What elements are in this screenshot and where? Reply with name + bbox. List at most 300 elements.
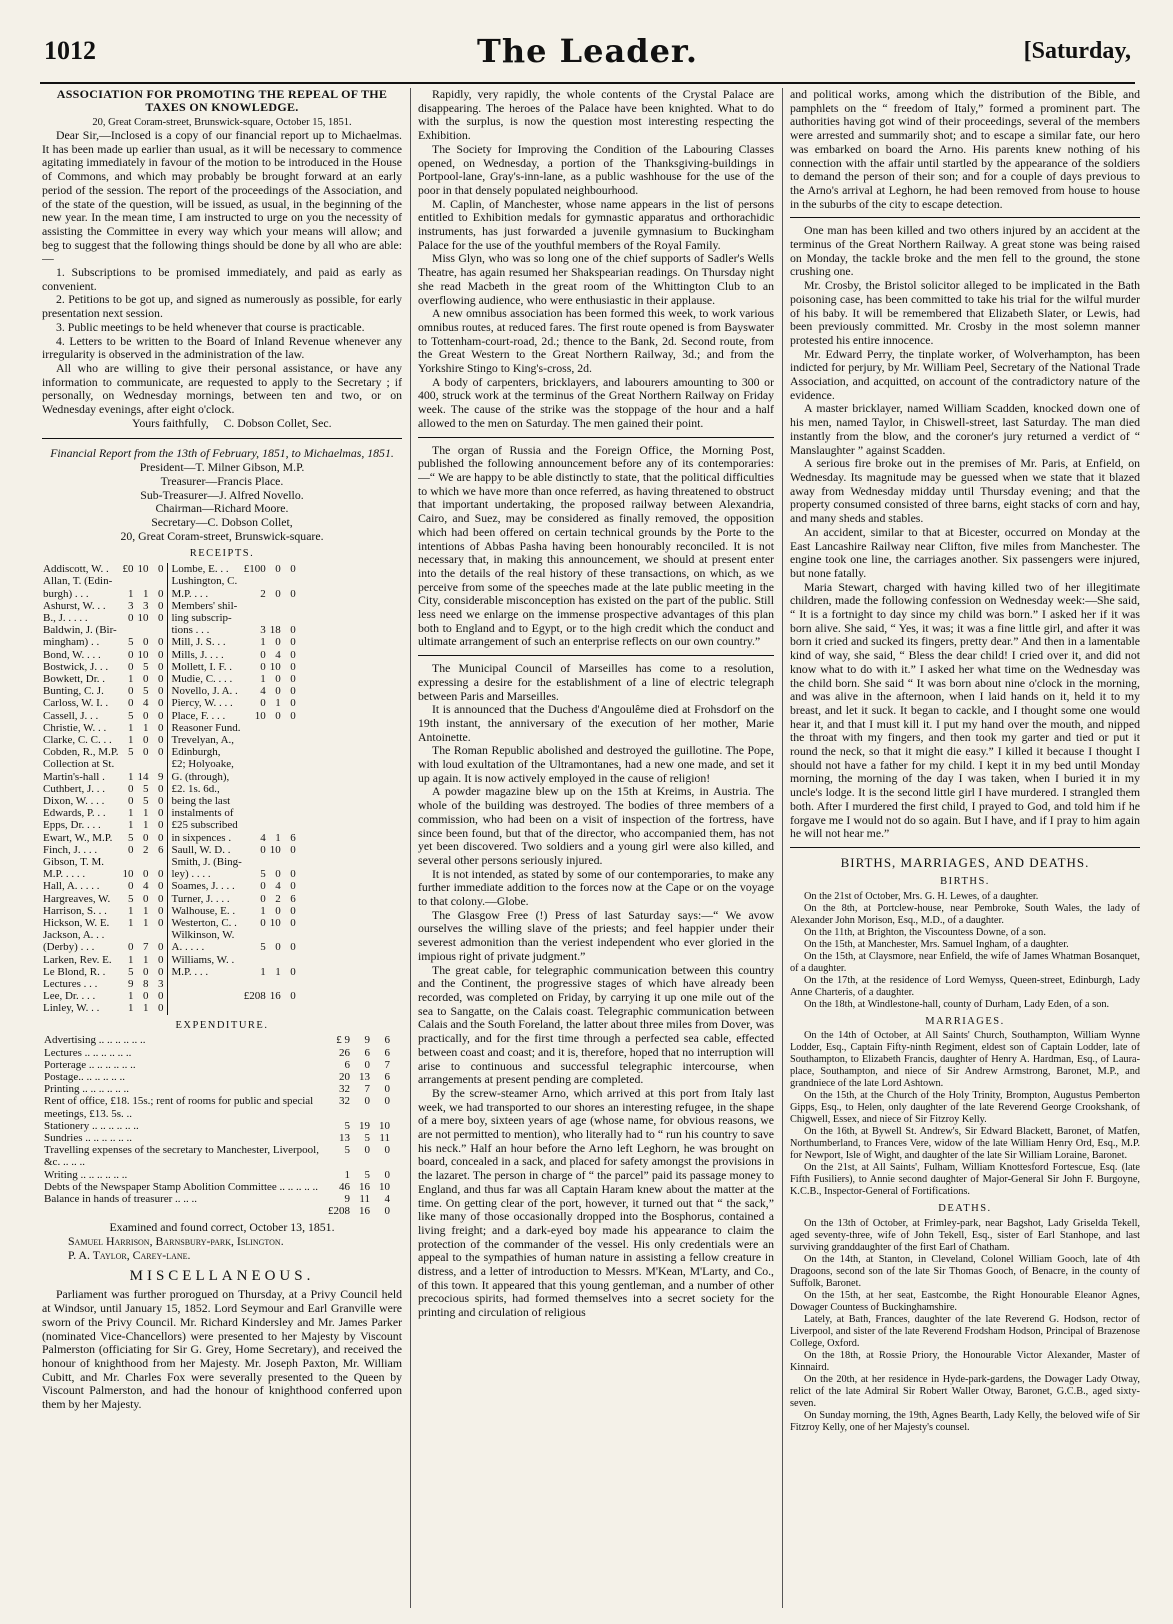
- news-paragraph: Mr. Crosby, the Bristol solicitor alleged to be implicated in the Bath poisoning case, has been committed to take his trial for the wilful murder of his baby. It will be remembered that Elizabeth Slater, or Lewis, had been previously committed. Mr. Crosby in the most solemn manner protested his entire innocence.: [790, 278, 1140, 347]
- marriage-notice: On the 15th, at the Church of the Holy Trinity, Brompton, Augustus Pemberton Gipps, Esq., to Helen, only daughter of the late Reverend George Crookshank, of Chigwell, Essex, and niece of Sir Fitzroy Kelly.: [790, 1090, 1140, 1126]
- officers-list: [42, 461, 402, 543]
- column-3: [790, 88, 1140, 1608]
- receipt-amount: 0: [260, 892, 266, 905]
- receipt-amount: [243, 600, 267, 612]
- receipt-amount: 0: [143, 868, 149, 881]
- receipt-amount: 0: [143, 733, 149, 746]
- receipt-amount: 1: [260, 636, 266, 649]
- receipt-amount: 0: [260, 916, 266, 929]
- receipt-name: Jackson, A. . .: [43, 929, 105, 942]
- receipt-amount: [282, 600, 297, 612]
- column-divider: [782, 88, 783, 1608]
- officer: Sub-Treasurer—J. Alfred Novello.: [140, 487, 304, 502]
- receipt-amount: [243, 856, 267, 868]
- receipt-row: [42, 917, 297, 929]
- receipt-name: Hickson, W. E.: [43, 916, 110, 929]
- news-block-b: [418, 444, 774, 650]
- expenditure-amount: 32: [339, 1083, 350, 1096]
- receipt-amount: 1: [275, 965, 281, 978]
- letter-paragraph: 1. Subscriptions to be promised immediately, and paid as early as convenient.: [42, 265, 402, 293]
- receipt-amount: [135, 929, 150, 941]
- receipt-amount: [282, 795, 297, 807]
- receipt-amount: 0: [150, 588, 168, 600]
- receipt-amount: [243, 783, 267, 795]
- receipt-amount: [243, 954, 267, 966]
- receipt-amount: 16: [269, 990, 281, 1003]
- expenditure-row: [42, 1071, 392, 1083]
- receipt-amount: 0: [128, 660, 134, 673]
- news-paragraph: Rapidly, very rapidly, the whole contents of the Crystal Palace are disappearing. The heroes of the Palace have been knighted. What to do with the surplus, is now the question most interesting respecting the Exhibition.: [418, 88, 774, 143]
- receipt-amount: 1: [128, 770, 134, 783]
- receipt-row: [42, 600, 297, 612]
- receipt-amount: 3: [143, 599, 149, 612]
- news-paragraph: Miss Glyn, who was so long one of the chief supports of Sadler's Wells Theatre, has again resumed her Shakspearian readings. On Thursday night she read Macbeth in the great room of the Whittington Club to an overflowing audience, who were enthusiastic in their applause.: [418, 251, 774, 307]
- birth-notice: On the 11th, at Brighton, the Viscountess Downe, of a son.: [804, 926, 1046, 938]
- receipt-amount: [243, 807, 267, 819]
- receipt-name: Place, F. . . .: [171, 709, 226, 722]
- news-paragraph: The Society for Improving the Condition of the Labouring Classes opened, on Wednesday, a portion of the Thanksgiving-buildings in Portpool-lane, Gray's-inn-lane, as a public washhouse for the use of the poor in that densely populated neighbourhood.: [418, 141, 774, 197]
- receipt-amount: 1: [128, 904, 134, 917]
- receipt-amount: 3: [128, 599, 134, 612]
- receipt-amount: 0: [150, 990, 168, 1002]
- receipt-amount: [243, 929, 267, 941]
- receipt-amount: [282, 819, 297, 831]
- receipt-row: [42, 563, 297, 575]
- receipt-row: [42, 966, 297, 978]
- receipt-amount: [150, 856, 168, 868]
- receipt-amount: 0: [143, 636, 149, 649]
- receipt-amount: [267, 795, 282, 807]
- receipt-amount: 1: [128, 672, 134, 685]
- expenditure-amount: 6: [344, 1058, 350, 1071]
- receipt-amount: 0: [128, 697, 134, 710]
- expenditure-item: Advertising .. .. .. .. .. ..: [44, 1034, 146, 1047]
- section-rule: [790, 217, 1140, 218]
- receipt-amount: £208: [243, 990, 266, 1003]
- receipt-amount: 0: [150, 819, 168, 831]
- receipt-amount: [282, 978, 297, 990]
- receipt-amount: [282, 746, 297, 758]
- births-label: BIRTHS.: [940, 875, 990, 887]
- receipt-amount: 0: [290, 904, 296, 917]
- marriage-notice: On the 21st, at All Saints', Fulham, William Knottesford Fortescue, Esq. (late Fifth Fusiliers), to Annie second daughter of Major-General Sir John F. Burgoyne, K.C.B., Inspector-General of Fortifications.: [790, 1162, 1140, 1198]
- receipt-amount: 0: [143, 990, 149, 1003]
- receipt-name: Lombe, E. . .: [171, 563, 229, 576]
- association-letter: [42, 129, 402, 417]
- expenditure-amount: 0: [384, 1168, 390, 1181]
- receipt-amount: 10: [137, 611, 149, 624]
- receipt-amount: [135, 575, 150, 587]
- receipt-amount: 0: [290, 563, 296, 576]
- receipt-amount: 5: [128, 831, 134, 844]
- receipt-row: [42, 941, 297, 953]
- receipt-row: [42, 807, 297, 819]
- receipt-amount: 5: [143, 794, 149, 807]
- receipt-row: [42, 734, 297, 746]
- receipt-amount: 0: [150, 600, 168, 612]
- receipt-row: [42, 954, 297, 966]
- receipt-amount: 1: [143, 587, 149, 600]
- receipt-amount: 0: [290, 636, 296, 649]
- receipt-amount: 0: [290, 709, 296, 722]
- receipt-amount: 0: [150, 563, 168, 575]
- receipt-amount: 0: [128, 880, 134, 893]
- expenditure-item: Writing .. .. .. .. .. ..: [44, 1168, 128, 1181]
- expenditure-amount: 16: [359, 1180, 370, 1193]
- receipt-amount: 1: [128, 990, 134, 1003]
- news-paragraph: M. Caplin, of Manchester, whose name appears in the list of persons entitled to Exhibition medals for gymnastic apparatus and orthorachidic instruments, has just forwarded a juvenile gymnasium to Buckingham Palace for the use of the youthful members of the Royal Family.: [418, 196, 774, 252]
- receipt-amount: 9: [128, 978, 134, 990]
- receipt-name: Lectures . . .: [43, 978, 98, 990]
- receipt-amount: 0: [128, 794, 134, 807]
- news-paragraph: It is announced that the Duchess d'Angoulême died at Frohsdorf on the 19th instant, the anniversary of the execution of her mother, Marie Antoinette.: [418, 702, 774, 744]
- newspaper-title: The Leader.: [477, 32, 698, 70]
- miscellaneous-heading: MISCELLANEOUS.: [129, 1268, 315, 1285]
- receipt-name: Cassell, J. . .: [43, 709, 99, 722]
- receipt-row: [42, 929, 297, 941]
- letter-paragraph: All who are willing to give their personal assistance, or have any information to communicate, are requested to apply to the Secretary ; if personally, on Wednesday mornings, between ten and two, or on Wednesday evenings, after eight o'clock.: [42, 360, 402, 417]
- receipt-name: Smith, J. (Bing-: [171, 855, 242, 868]
- receipt-amount: [282, 954, 297, 966]
- receipt-amount: 0: [150, 636, 168, 648]
- receipt-amount: 6: [290, 892, 296, 905]
- receipt-name: ley) . . . .: [171, 868, 211, 881]
- receipt-name: £2; Holyoake,: [171, 758, 234, 771]
- receipt-amount: 8: [143, 978, 149, 990]
- receipt-amount: 0: [275, 685, 281, 698]
- expenditure-row: [42, 1047, 392, 1059]
- receipt-amount: [282, 612, 297, 624]
- expenditure-amount: 6: [384, 1034, 390, 1047]
- receipt-amount: [267, 771, 282, 783]
- expenditure-row: [42, 1193, 392, 1205]
- expenditure-item: [42, 1205, 326, 1217]
- expenditure-amount: 6: [384, 1046, 390, 1059]
- receipt-amount: 0: [150, 734, 168, 746]
- receipt-row: [42, 990, 297, 1002]
- receipt-amount: 1: [260, 965, 266, 978]
- receipt-name: Soames, J. . . .: [171, 880, 235, 893]
- receipt-amount: 10: [269, 660, 281, 673]
- receipt-row: [42, 636, 297, 648]
- expenditure-amount: 16: [359, 1205, 370, 1218]
- receipt-amount: [267, 807, 282, 819]
- news-paragraph: Mr. Edward Perry, the tinplate worker, of Wolverhampton, has been indicted for perjury, by Mr. William Peel, Secretary of the National Trade Association, and acquitted, on account of the contradictory nature of the evidence.: [790, 346, 1140, 402]
- receipt-amount: [282, 575, 297, 587]
- expenditure-amount: 6: [364, 1046, 370, 1059]
- receipt-amount: 0: [143, 709, 149, 722]
- receipt-amount: 0: [143, 892, 149, 905]
- expenditure-amount: 0: [384, 1144, 390, 1157]
- receipt-amount: 5: [260, 941, 266, 954]
- news-block-b: [790, 224, 1140, 841]
- expenditure-amount: 10: [379, 1119, 390, 1132]
- receipt-amount: 1: [128, 721, 134, 734]
- receipt-amount: 2: [275, 892, 281, 905]
- expenditure-row: [42, 1083, 392, 1095]
- marriage-notice: On the 16th, at Bywell St. Andrew's, Sir Edward Blackett, Baronet, of Matfen, Northumberland, to Frances Vere, widow of the late William Henry Ord, Esq., M.P. for Newport, Isle of Wight, and daughter of the late Sir William Loraine, Baronet.: [790, 1126, 1140, 1162]
- death-notice: On the 18th, at Rossie Priory, the Honourable Victor Alexander, Master of Kinnaird.: [790, 1350, 1140, 1374]
- financial-report-title: Financial Report from the 13th of February, 1851, to Michaelmas, 1851.: [50, 446, 394, 461]
- receipt-row: [42, 673, 297, 685]
- receipt-name: instalments of: [171, 807, 234, 820]
- expenditure-item: Stationery .. .. .. .. .. ..: [44, 1119, 139, 1132]
- receipt-amount: 0: [275, 672, 281, 685]
- birth-notice: On the 15th, at Manchester, Mrs. Samuel Ingham, of a daughter.: [804, 938, 1069, 950]
- receipt-row: [42, 758, 297, 770]
- section-rule: [790, 847, 1140, 848]
- receipt-amount: [243, 795, 267, 807]
- letter-paragraph: 2. Petitions to be got up, and signed as numerously as possible, for early presentation next session.: [42, 292, 402, 321]
- receipt-amount: 0: [290, 587, 296, 600]
- section-rule: [418, 655, 774, 656]
- expenditure-item: Lectures .. .. .. .. .. ..: [44, 1046, 132, 1059]
- receipt-name: Baldwin, J. (Bir-: [43, 624, 117, 637]
- death-notice: Lately, at Bath, Frances, daughter of the late Reverend G. Hodson, rector of Liverpool, and sister of the late Reverend Frodsham Hodson, Principal of Brazenose College, Oxford.: [790, 1314, 1140, 1350]
- receipt-name: tions . . .: [171, 624, 210, 637]
- receipt-amount: 10: [254, 709, 266, 722]
- auditor: Samuel Harrison, Barnsbury-park, Islington.: [68, 1234, 284, 1249]
- receipt-name: Ashurst, W. . .: [43, 599, 106, 612]
- receipt-row: [42, 893, 297, 905]
- receipt-amount: 0: [290, 624, 296, 637]
- receipt-amount: 1: [143, 807, 149, 820]
- receipt-amount: [120, 929, 135, 941]
- section-rule: [42, 438, 402, 439]
- signature: C. Dobson Collet, Sec.: [223, 415, 332, 430]
- receipt-row: [42, 722, 297, 734]
- receipt-amount: 5: [260, 868, 266, 881]
- receipt-name: being the last: [171, 794, 231, 807]
- column-2: [418, 88, 774, 1608]
- news-paragraph: The organ of Russia and the Foreign Office, the Morning Post, published the following announcement before any of its contemporaries:—“ We are happy to be able distinctly to state, that the political difficulties to which we have more than once referred, as having threatened to obstruct that important undertaking, the proposed railway between Alexandria, Cairo, and Suez, may be considered as finally removed, the opposition which had been offered on certain technical grounds by the Porte to the intentions of Abbas Pasha having been honourably reconciled. It is not necessary that, in making this announcement, we should at present enter into the details of the real history of these transactions, on which, as we perceive from some of the speeches made at the late public meeting in the City, considerable misconception has existed on the part of the public. Still less need we enlarge on the immense prospective advantages of this plan both to England and to Egypt, or to the high credit which the conduct and ultimate arrangement of such an enterprise reflects on our own country.”: [418, 442, 774, 649]
- receipt-amount: 0: [150, 905, 168, 917]
- receipt-amount: [120, 856, 135, 868]
- receipt-amount: 2: [143, 843, 149, 856]
- receipt-amount: 9: [150, 771, 168, 783]
- death-notice: On the 15th, at her seat, Eastcombe, the Right Honourable Eleanor Agnes, Dowager Countess of Buckinghamshire.: [790, 1290, 1140, 1314]
- receipt-name: Epps, Dr. . . .: [43, 819, 101, 832]
- expenditure-row: [42, 1144, 392, 1168]
- bmd-heading: BIRTHS, MARRIAGES, AND DEATHS.: [840, 854, 1090, 870]
- receipt-amount: 0: [150, 612, 168, 624]
- expenditure-row: [42, 1132, 392, 1144]
- receipt-amount: [267, 954, 282, 966]
- receipt-amount: 0: [275, 563, 281, 576]
- receipt-row: [42, 588, 297, 600]
- letter-closing: [42, 417, 402, 431]
- receipt-amount: 3: [150, 978, 168, 990]
- news-paragraph: It is not intended, as stated by some of our contemporaries, to make any further immediate addition to the forces now at the Cape or on the voyage to that colony.—Globe.: [418, 866, 774, 909]
- receipt-name: Carloss, W. I. .: [43, 697, 109, 710]
- receipt-row: [42, 771, 297, 783]
- receipt-name: Finch, J. . . .: [43, 843, 98, 856]
- receipt-amount: £0: [122, 563, 134, 576]
- receipt-amount: [243, 612, 267, 624]
- column-divider: [410, 88, 411, 1608]
- page-number: 1012: [44, 36, 96, 65]
- expenditure-amount: 11: [379, 1131, 390, 1144]
- expenditure-amount: 0: [364, 1144, 370, 1157]
- receipt-amount: 0: [290, 916, 296, 929]
- receipt-amount: 0: [150, 697, 168, 709]
- birth-notice: On the 15th, at Claysmore, near Enfield, the wife of James Whatman Bosanquet, of a daughter.: [790, 950, 1140, 974]
- death-notice: On the 13th of October, at Frimley-park, near Bagshot, Lady Griselda Tekell, aged seventy-three, wife of John Tekell, Esq., sister of Earl Stanhope, and last surviving granddaughter of the first Earl of Chatham.: [790, 1218, 1140, 1254]
- receipt-amount: 5: [143, 782, 149, 795]
- expenditure-amount: 26: [339, 1046, 350, 1059]
- receipt-name: £25 subscribed: [171, 819, 238, 832]
- expenditure-amount: 0: [384, 1083, 390, 1096]
- officer: President—T. Milner Gibson, M.P.: [139, 460, 305, 475]
- receipt-row: [42, 661, 297, 673]
- expenditure-amount: 7: [384, 1058, 390, 1071]
- receipt-name: Ewart, W., M.P.: [43, 831, 113, 844]
- receipt-name: Williams, W. .: [171, 953, 235, 966]
- receipt-amount: 1: [260, 904, 266, 917]
- receipt-amount: [150, 575, 168, 587]
- expenditure-amount: 9: [364, 1034, 370, 1047]
- receipt-amount: 0: [150, 893, 168, 905]
- miscellaneous-paragraph: Parliament was further prorogued on Thursday, at a Privy Council held at Windsor, until January 15, 1852. Lord Seymour and Earl Granville were sworn of the Privy Council. Mr. Richard Kindersley and Mr. James Parker (nominated Vice-Chancellors) were presented to her Majesty by Viscount Palmerston (officiating for Sir G. Grey, Home Secretary), and received the honour of knighthood from her Majesty. Mr. Joseph Paxton, Mr. William Cubitt, and Mr. Charles Fox were severally presented to the Queen by Viscount Palmerston, and had the honour of knighthood conferred upon them by her Majesty.: [42, 1287, 402, 1412]
- receipt-amount: 1: [143, 819, 149, 832]
- receipt-name: £2. 1s. 6d.,: [171, 782, 220, 795]
- bmd-section: [790, 875, 1140, 1434]
- receipt-amount: 0: [150, 795, 168, 807]
- receipt-amount: 0: [290, 685, 296, 698]
- expenditure-amount: 0: [384, 1095, 390, 1108]
- receipt-amount: [267, 612, 282, 624]
- receipt-name: Reasoner Fund.: [171, 721, 241, 734]
- masthead: [40, 32, 1135, 76]
- receipt-amount: 5: [143, 660, 149, 673]
- news-paragraph: The Glasgow Free (!) Press of last Saturday says:—“ We avow ourselves the willing slave of the priests; and feel happier under their severest admonition than the veriest independent who ever gloried in the impious right of private judgment.”: [418, 907, 774, 963]
- officer: Secretary—C. Dobson Collet,: [151, 514, 293, 529]
- receipt-name: Mudie, C. . . .: [171, 672, 233, 685]
- receipt-amount: [282, 722, 297, 734]
- receipt-row: [42, 710, 297, 722]
- receipt-amount: 0: [150, 746, 168, 758]
- receipt-amount: £100: [243, 563, 266, 576]
- receipt-name: Bowkett, Dr. .: [43, 672, 106, 685]
- receipt-amount: [243, 819, 267, 831]
- expenditure-amount: 4: [384, 1192, 390, 1205]
- receipt-name: Larken, Rev. E.: [43, 953, 112, 966]
- receipt-amount: 0: [275, 904, 281, 917]
- receipt-row: [42, 832, 297, 844]
- receipt-amount: 4: [275, 648, 281, 661]
- expenditure-amount: 0: [384, 1205, 390, 1218]
- receipt-amount: [282, 807, 297, 819]
- letter-paragraph: 4. Letters to be written to the Board of Inland Revenue whenever any irregularity is observed in the administration of the law.: [42, 333, 402, 362]
- officer: Chairman—Richard Moore.: [155, 501, 289, 516]
- receipt-amount: 0: [150, 685, 168, 697]
- news-paragraph: The Roman Republic abolished and destroyed the guillotine. The Pope, with loud exultation of the Ultramontanes, had a new one made, and set it up again. It is now actively employed in the cause of religion!: [418, 743, 774, 785]
- receipt-amount: 1: [128, 587, 134, 600]
- receipt-amount: 0: [150, 783, 168, 795]
- receipt-row: [42, 905, 297, 917]
- receipt-name: Cobden, R., M.P.: [43, 746, 119, 759]
- receipt-row: [42, 795, 297, 807]
- expenditure-amount: 5: [344, 1119, 350, 1132]
- receipt-name: Hargreaves, W.: [43, 892, 111, 905]
- receipt-amount: [267, 575, 282, 587]
- receipt-row: [42, 649, 297, 661]
- letter-paragraph: Dear Sir,—Inclosed is a copy of our financial report up to Michaelmas. It has been made up earlier than usual, as it will be necessary to commence agitating immediately in favour of the motion to be introduced in the House of Commons, and which may probably be brought forward at an early period of the session. The report of the proceedings of the Association, and of the state of the question, will be issued, as usual, in the beginning of the new year. In the mean time, I am instructed to urge on you the necessity of assisting the Committee in every way which your means will allow; and beg to suggest that the following things should be done by all who are able:—: [42, 128, 402, 266]
- expenditure-amount: 19: [359, 1119, 370, 1132]
- receipt-name: Lee, Dr. . . .: [43, 990, 96, 1003]
- receipt-row: [42, 856, 297, 868]
- receipt-amount: 10: [269, 916, 281, 929]
- expenditure-amount: 5: [344, 1144, 350, 1157]
- section-rule: [418, 437, 774, 438]
- receipt-amount: 0: [260, 880, 266, 893]
- expenditure-row: [42, 1169, 392, 1181]
- receipt-row: [42, 697, 297, 709]
- receipt-row: [42, 819, 297, 831]
- receipt-amount: 0: [150, 954, 168, 966]
- receipt-name: Novello, J. A. .: [171, 685, 238, 698]
- news-paragraph: and political works, among which the distribution of the Bible, and pamphlets on the “ freedom of Italy,” formed a prominent part. The authorities having got wind of their proceedings, several of the members were arrested and summarily shot; and to escape a similar fate, our hero was embarked on board the Arno. His parents knew nothing of his connection with the affair until startled by the appearance of the soldiers to demand the person of their son; and for a couple of days previous to the Arno's arrival at Leghorn, he had been removed from house to house in the suburbs of the city to escape detection.: [790, 88, 1140, 211]
- news-paragraph: By the screw-steamer Arno, which arrived at this port from Italy last week, we had transported to our shores an interesting refugee, in the shape of a mere boy, sixteen years of age (whose name, for obvious reasons, we are not permitted to mention), who literally had to “ run his country to save his neck.” Half an hour before the Arno left Leghorn, he was brought on board, concealed in a sack, and placed for safety amongst the provisions in the lazaret. The person in charge of “ the parcel” paid its passage money to England, and thus far was all Captain Haram knew about the matter at the time. On getting clear of the port, however, it turned out that “ the sack,” like many of those occasionally dropped into the Bosphorus, contained a living freight; and a dark-eyed boy made his appearance to claim the protection of the commander of the vessel. His only credentials were an appeal to the sympathies of human nature in assisting a fellow creature in distress, and a letter of introduction to Messrs. M'Kean, M'Larty, and Co., of this town. It appeared that this young gentleman, and a number of other precocious spirits, had formed themselves into a secret society for the printing and circulation of religious: [418, 1085, 774, 1320]
- expenditure-amount: 13: [359, 1070, 370, 1083]
- receipt-amount: 1: [260, 672, 266, 685]
- receipt-amount: 0: [128, 685, 134, 698]
- receipt-name: Bond, W. . . .: [43, 648, 101, 661]
- issue-day: [Saturday,: [1023, 38, 1131, 64]
- receipt-amount: 5: [128, 709, 134, 722]
- receipt-amount: 0: [290, 868, 296, 881]
- receipt-amount: 0: [128, 843, 134, 856]
- receipt-amount: 0: [143, 965, 149, 978]
- receipt-amount: 0: [290, 965, 296, 978]
- auditor: P. A. Taylor, Carey-lane.: [68, 1247, 191, 1262]
- expenditure-item: Balance in hands of treasurer .. .. ..: [44, 1192, 198, 1205]
- receipt-row: [42, 746, 297, 758]
- receipt-name: [167, 990, 243, 1002]
- receipt-amount: [267, 978, 282, 990]
- receipt-amount: 0: [150, 941, 168, 953]
- receipt-amount: [150, 758, 168, 770]
- expenditure-row: [42, 1095, 392, 1119]
- expenditure-amount: 6: [384, 1070, 390, 1083]
- receipt-amount: [267, 734, 282, 746]
- receipt-name: B., J. . . . .: [43, 611, 88, 624]
- receipt-amount: [267, 722, 282, 734]
- receipt-amount: 0: [275, 587, 281, 600]
- death-notice: On the 14th, at Stanton, in Cleveland, Colonel William Gooch, late of 4th Dragoons, second son of the late Sir Thomas Gooch, of Benacre, in the county of Suffolk, Baronet.: [790, 1254, 1140, 1290]
- association-heading: ASSOCIATION FOR PROMOTING THE REPEAL OF THE TAXES ON KNOWLEDGE.: [56, 88, 388, 114]
- expenditure-amount: 46: [339, 1180, 350, 1193]
- news-block-a: [790, 88, 1140, 211]
- receipt-amount: 0: [290, 697, 296, 710]
- receipt-amount: 0: [143, 831, 149, 844]
- receipt-amount: [243, 771, 267, 783]
- receipt-name: [167, 1002, 243, 1014]
- receipt-amount: 10: [269, 843, 281, 856]
- receipt-amount: 1: [143, 916, 149, 929]
- receipt-amount: [282, 856, 297, 868]
- expenditure-item: Porterage .. .. .. .. .. ..: [44, 1058, 136, 1071]
- receipt-amount: 1: [275, 697, 281, 710]
- receipt-amount: 4: [260, 831, 266, 844]
- expenditure-row: [42, 1181, 392, 1193]
- receipt-amount: 1: [143, 953, 149, 966]
- news-paragraph: A powder magazine blew up on the 15th at Kreims, in Austria. The whole of the building was destroyed. The bodies of three members of a commission, who had been on a visit of inspection of the fortress, have since been found, but that of the director, who accompanied them, has not yet been discovered. Two soldiers and a young girl were also killed, and several other persons seriously injured.: [418, 784, 774, 867]
- receipt-amount: 0: [290, 660, 296, 673]
- receipt-amount: [150, 929, 168, 941]
- receipt-name: M.P. . . . .: [43, 868, 86, 881]
- news-paragraph: Maria Stewart, charged with having killed two of her illegitimate children, made the following confession on Wednesday week:—She said, “ It is a fortnight to day since my child was born.” I asked her if it was born alive. She said, “ Yes, it was; it was a fine little girl, and after it was born it cried and sucked its fingers, pretty dear.” And then in a lamentable kind of way, she said, “ Bless the dear child! I cried over it, and did not know what to do with it.” I asked her what time on the Wednesday was the child born. She said “ It was born about nine o'clock in the morning, and was alive in the afternoon, when I laid hands on it, held it to my breast, and let it suck. It began to cackle, and I thought some one would hear it, and that I must kill it. I put my hand over the mouth, and nipped the throat with my fingers, and then took my garter and tied or put it round the neck, so that it might die easy.” I killed it because I thought I should not have a father for my child. I kept it in my bed until Monday morning, the morning of the day I was taken, when I buried it in my uncle's lodge. It is the second little girl I have murdered. I strangled them both. After I murdered the first child, I prayed to God, and told him if he forgave me I would not do so again. But I have, and if I pray to him again he will not hear me.”: [790, 579, 1140, 841]
